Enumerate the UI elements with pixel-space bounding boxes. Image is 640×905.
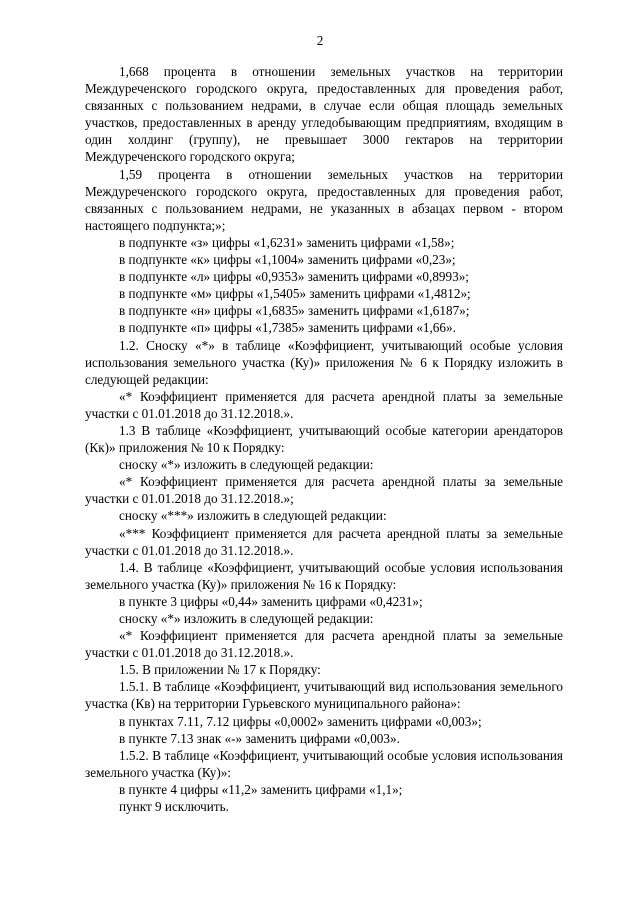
paragraph: «* Коэффициент применяется для расчета арендной платы за земельные участки с 01.01.2018 до 31.12.2018.»; bbox=[85, 474, 563, 507]
paragraph: «* Коэффициент применяется для расчета арендной платы за земельные участки с 01.01.2018 до 31.12.2018.». bbox=[85, 628, 563, 661]
paragraph: 1.5.1. В таблице «Коэффициент, учитывающий вид использования земельного участка (Кв) на территории Гурьевского муниципального района»: bbox=[85, 679, 563, 712]
paragraph: 1.3 В таблице «Коэффициент, учитывающий особые категории арендаторов (Кк)» приложения № 10 к Порядку: bbox=[85, 422, 563, 456]
text-line: сноску «*» изложить в следующей редакции: bbox=[119, 457, 374, 473]
text-line: в подпункте «л» цифры «0,9353» заменить цифрами «0,8993»; bbox=[119, 269, 469, 285]
text-line: в подпункте «п» цифры «1,7385» заменить цифрами «1,66». bbox=[119, 320, 456, 336]
text-line: в пунктах 7.11, 7.12 цифры «0,0002» заменить цифрами «0,003»; bbox=[119, 713, 482, 729]
text-line: сноску «*» изложить в следующей редакции: bbox=[119, 611, 374, 626]
text-line: сноску «***» изложить в следующей редакции: bbox=[119, 508, 387, 524]
paragraph: 1,668 процента в отношении земельных участков на территории Междуреченского городского округа, предоставленных для проведения работ, связанных с пользованием недрами, в случае если общая площадь земельных участков, предоставленных в аренду угледобывающим предприятиям, входящим в один холдинг (группу), не превышает 3000 гектаров на территории Междуреченского городского округа; bbox=[85, 64, 563, 165]
paragraph: 1.2. Сноску «*» в таблице «Коэффициент, учитывающий особые условия использования земельного участка (Ку)» приложения № 6 к Порядку изложить в следующей редакции: bbox=[85, 337, 563, 387]
text-line: в пункте 3 цифры «0,44» заменить цифрами «0,4231»; bbox=[119, 593, 423, 609]
paragraph: 1.5.2. В таблице «Коэффициент, учитывающий особые условия использования земельного участка (Ку)»: bbox=[85, 747, 563, 780]
document-body bbox=[85, 63, 563, 815]
text-line: пункт 9 исключить. bbox=[119, 799, 229, 815]
text-line: в подпункте «м» цифры «1,5405» заменить цифрами «1,4812»; bbox=[119, 286, 471, 302]
text-line: в подпункте «н» цифры «1,6835» заменить цифрами «1,6187»; bbox=[119, 303, 470, 319]
text-line: 1.5. В приложении № 17 к Порядку: bbox=[119, 662, 321, 678]
paragraph: «*** Коэффициент применяется для расчета арендной платы за земельные участки с 01.01.2018 до 31.12.2018.». bbox=[85, 525, 563, 558]
paragraph: 1.4. В таблице «Коэффициент, учитывающий особые условия использования земельного участка (Ку)» приложения № 16 к Порядку: bbox=[85, 559, 563, 592]
text-line: в пункте 4 цифры «11,2» заменить цифрами «1,1»; bbox=[119, 781, 403, 797]
text-line: в подпункте «з» цифры «1,6231» заменить цифрами «1,58»; bbox=[119, 234, 455, 250]
page-number: 2 bbox=[316, 33, 324, 48]
text-line: в пункте 7.13 знак «-» заменить цифрами «0,003». bbox=[119, 730, 400, 746]
paragraph: 1,59 процента в отношении земельных участков на территории Междуреченского городского округа, предоставленных для проведения работ, связанных с пользованием недрами, не указанных в абзацах первом - втором настоящего подпункта;»; bbox=[85, 166, 563, 233]
text-line: в подпункте «к» цифры «1,1004» заменить цифрами «0,23»; bbox=[119, 252, 456, 268]
paragraph: «* Коэффициент применяется для расчета арендной платы за земельные участки с 01.01.2018 до 31.12.2018.». bbox=[85, 388, 563, 421]
